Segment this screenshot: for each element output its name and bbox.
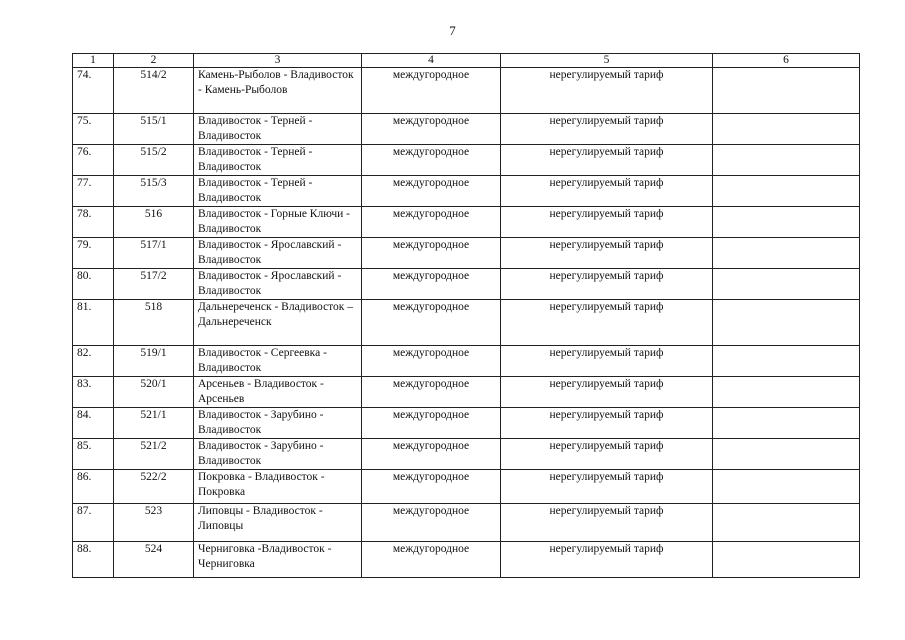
route-code: 522/2	[114, 470, 194, 504]
tariff-type: нерегулируемый тариф	[501, 145, 713, 176]
table-row	[73, 238, 860, 269]
table-row	[73, 408, 860, 439]
route-code: 517/2	[114, 269, 194, 300]
row-number: 88.	[73, 542, 114, 578]
extra-cell	[713, 176, 860, 207]
extra-cell	[713, 470, 860, 504]
extra-cell	[713, 542, 860, 578]
route-code: 517/1	[114, 238, 194, 269]
row-number: 85.	[73, 439, 114, 470]
table-row	[73, 269, 860, 300]
row-number: 83.	[73, 377, 114, 408]
table-row	[73, 145, 860, 176]
row-number: 86.	[73, 470, 114, 504]
route-type: междугородное	[362, 346, 501, 377]
extra-cell	[713, 300, 860, 346]
route-code: 521/2	[114, 439, 194, 470]
row-number: 82.	[73, 346, 114, 377]
table-header-row	[73, 54, 860, 68]
table-row	[73, 114, 860, 145]
route-name: Владивосток - Сергеевка - Владивосток	[194, 346, 362, 377]
tariff-type: нерегулируемый тариф	[501, 207, 713, 238]
tariff-type: нерегулируемый тариф	[501, 504, 713, 542]
route-name: Владивосток - Терней - Владивосток	[194, 176, 362, 207]
route-code: 515/1	[114, 114, 194, 145]
route-name: Владивосток - Терней - Владивосток	[194, 145, 362, 176]
table-row	[73, 504, 860, 542]
extra-cell	[713, 145, 860, 176]
row-number: 78.	[73, 207, 114, 238]
row-number: 79.	[73, 238, 114, 269]
table-row	[73, 68, 860, 114]
route-type: междугородное	[362, 439, 501, 470]
tariff-type: нерегулируемый тариф	[501, 408, 713, 439]
route-type: междугородное	[362, 470, 501, 504]
row-number: 81.	[73, 300, 114, 346]
route-code: 520/1	[114, 377, 194, 408]
route-code: 516	[114, 207, 194, 238]
table-row	[73, 346, 860, 377]
row-number: 80.	[73, 269, 114, 300]
route-name: Камень-Рыболов - Владивосток - Камень-Рыболов	[194, 68, 362, 114]
route-type: междугородное	[362, 269, 501, 300]
route-type: междугородное	[362, 207, 501, 238]
route-name: Владивосток - Ярославский - Владивосток	[194, 269, 362, 300]
route-code: 524	[114, 542, 194, 578]
route-type: междугородное	[362, 238, 501, 269]
route-code: 515/2	[114, 145, 194, 176]
tariff-type: нерегулируемый тариф	[501, 176, 713, 207]
tariff-type: нерегулируемый тариф	[501, 114, 713, 145]
table-row	[73, 439, 860, 470]
row-number: 76.	[73, 145, 114, 176]
route-code: 519/1	[114, 346, 194, 377]
tariff-type: нерегулируемый тариф	[501, 377, 713, 408]
extra-cell	[713, 504, 860, 542]
row-number: 87.	[73, 504, 114, 542]
table-row	[73, 470, 860, 504]
column-header: 5	[501, 54, 713, 68]
column-header: 1	[73, 54, 114, 68]
route-code: 521/1	[114, 408, 194, 439]
column-header: 3	[194, 54, 362, 68]
extra-cell	[713, 408, 860, 439]
route-code: 518	[114, 300, 194, 346]
route-name: Владивосток - Терней - Владивосток	[194, 114, 362, 145]
route-type: междугородное	[362, 408, 501, 439]
route-type: междугородное	[362, 145, 501, 176]
route-code: 514/2	[114, 68, 194, 114]
row-number: 74.	[73, 68, 114, 114]
tariff-type: нерегулируемый тариф	[501, 542, 713, 578]
column-header: 4	[362, 54, 501, 68]
route-type: междугородное	[362, 300, 501, 346]
table-row	[73, 377, 860, 408]
extra-cell	[713, 269, 860, 300]
route-type: междугородное	[362, 114, 501, 145]
route-name: Владивосток - Ярославский - Владивосток	[194, 238, 362, 269]
tariff-type: нерегулируемый тариф	[501, 470, 713, 504]
route-name: Черниговка -Владивосток - Черниговка	[194, 542, 362, 578]
tariff-type: нерегулируемый тариф	[501, 238, 713, 269]
tariff-type: нерегулируемый тариф	[501, 346, 713, 377]
row-number: 75.	[73, 114, 114, 145]
route-code: 523	[114, 504, 194, 542]
extra-cell	[713, 346, 860, 377]
route-type: междугородное	[362, 176, 501, 207]
routes-table	[72, 53, 860, 578]
route-name: Владивосток - Зарубино - Владивосток	[194, 408, 362, 439]
extra-cell	[713, 207, 860, 238]
extra-cell	[713, 439, 860, 470]
column-header: 2	[114, 54, 194, 68]
extra-cell	[713, 377, 860, 408]
route-name: Владивосток - Горные Ключи - Владивосток	[194, 207, 362, 238]
route-name: Дальнереченск - Владивосток – Дальнереченск	[194, 300, 362, 346]
route-type: междугородное	[362, 542, 501, 578]
tariff-type: нерегулируемый тариф	[501, 300, 713, 346]
route-name: Владивосток - Зарубино - Владивосток	[194, 439, 362, 470]
table-row	[73, 176, 860, 207]
route-type: междугородное	[362, 377, 501, 408]
table-row	[73, 300, 860, 346]
route-type: междугородное	[362, 504, 501, 542]
tariff-type: нерегулируемый тариф	[501, 269, 713, 300]
route-name: Покровка - Владивосток - Покровка	[194, 470, 362, 504]
table-row	[73, 207, 860, 238]
extra-cell	[713, 114, 860, 145]
extra-cell	[713, 238, 860, 269]
page-number: 7	[449, 23, 456, 38]
tariff-type: нерегулируемый тариф	[501, 439, 713, 470]
row-number: 84.	[73, 408, 114, 439]
route-type: междугородное	[362, 68, 501, 114]
route-code: 515/3	[114, 176, 194, 207]
table-row	[73, 542, 860, 578]
tariff-type: нерегулируемый тариф	[501, 68, 713, 114]
column-header: 6	[713, 54, 860, 68]
route-name: Липовцы - Владивосток - Липовцы	[194, 504, 362, 542]
route-name: Арсеньев - Владивосток - Арсеньев	[194, 377, 362, 408]
row-number: 77.	[73, 176, 114, 207]
extra-cell	[713, 68, 860, 114]
